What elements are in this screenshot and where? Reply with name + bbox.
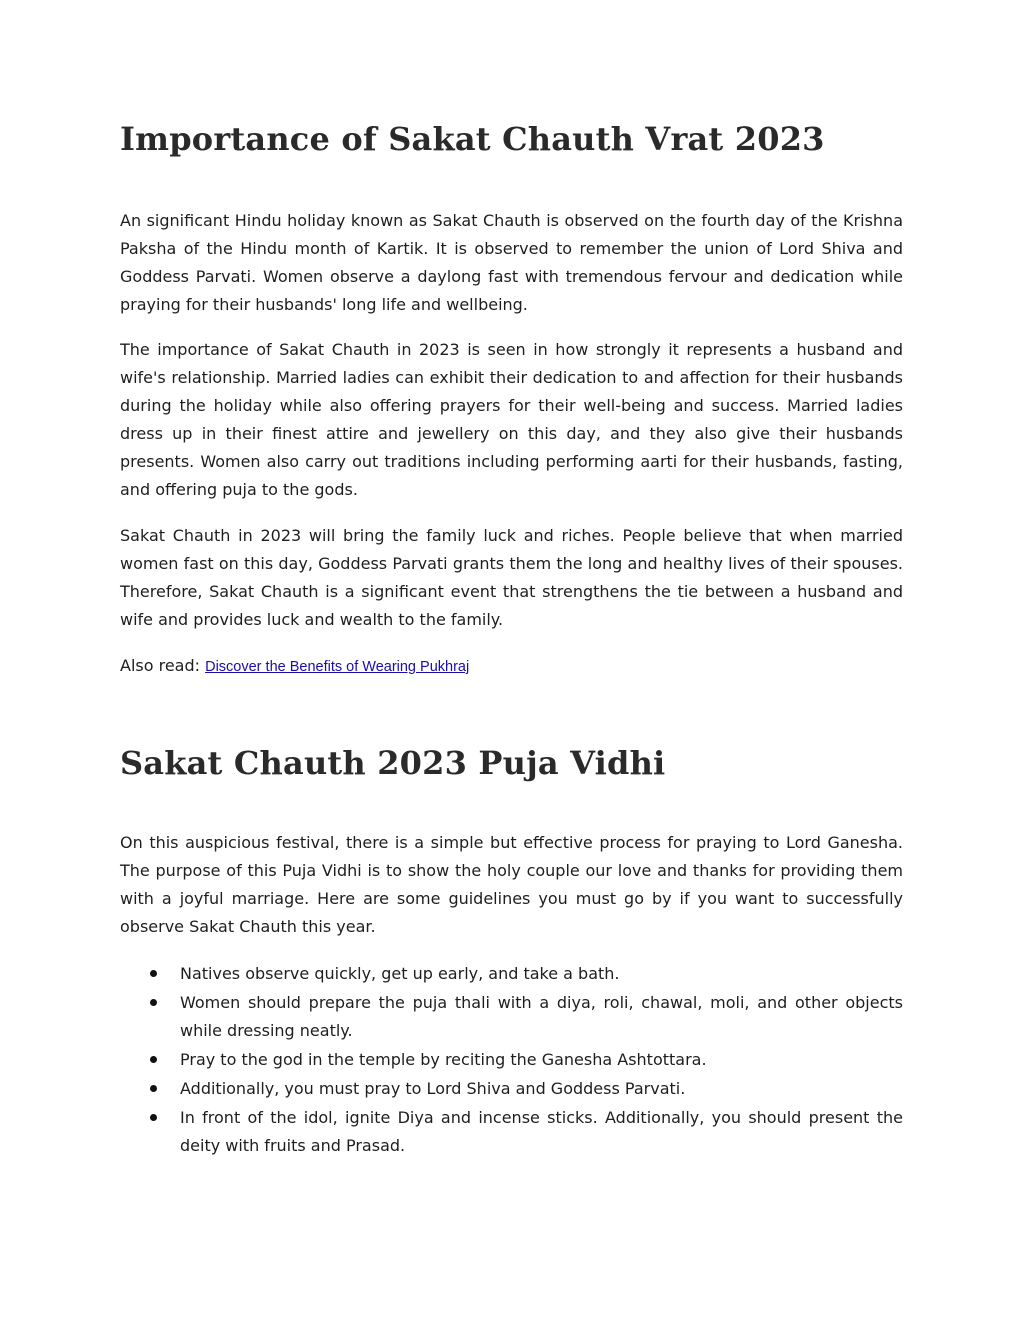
paragraph-luck: Sakat Chauth in 2023 will bring the family luck and riches. People believe that when married women fast on this day, Goddess Parvati grants them the long and healthy lives of their spouses. Therefore, Sakat Chauth is a significant event that strengthens the tie between a husband and wife and provides luck and wealth to the family. — [120, 526, 903, 629]
paragraph-importance: The importance of Sakat Chauth in 2023 is seen in how strongly it represents a husband and wife's relationship. Married ladies can exhibit their dedication to and affection for their husbands during the holiday while also offering prayers for their well-being and success. Married ladies dress up in their finest attire and jewellery on this day, and they also give their husbands presents. Women also carry out traditions including performing aarti for their husbands, fasting, and offering puja to the gods. — [120, 340, 903, 499]
list-item-text: In front of the idol, ignite Diya and incense sticks. Additionally, you should present the deity with fruits and Prasad. — [180, 1108, 903, 1155]
also-read-link[interactable]: Discover the Benefits of Wearing Pukhraj — [205, 659, 470, 675]
bullet-icon — [150, 970, 157, 977]
bullet-icon — [150, 1056, 157, 1063]
bullet-icon — [150, 1085, 157, 1092]
list-item — [150, 989, 903, 1045]
list-item — [150, 1104, 903, 1160]
list-item-text: Natives observe quickly, get up early, and take a bath. — [180, 964, 620, 983]
list-item — [150, 1075, 903, 1103]
section-title-importance: Importance of Sakat Chauth Vrat 2023 — [120, 120, 825, 158]
also-read-line — [120, 652, 903, 681]
puja-steps-list — [150, 960, 903, 1161]
list-item-text: Pray to the god in the temple by reciting the Ganesha Ashtottara. — [180, 1050, 707, 1069]
also-read-label: Also read: — [120, 656, 206, 675]
bullet-icon — [150, 1114, 157, 1121]
bullet-icon — [150, 999, 157, 1006]
section-title-puja-vidhi: Sakat Chauth 2023 Puja Vidhi — [120, 744, 666, 782]
paragraph-puja-intro: On this auspicious festival, there is a simple but effective process for praying to Lord Ganesha. The purpose of this Puja Vidhi is to show the holy couple our love and thanks for providing them with a joyful marriage. Here are some guidelines you must go by if you want to successfully observe Sakat Chauth this year. — [120, 833, 903, 936]
list-item-text: Women should prepare the puja thali with a diya, roli, chawal, moli, and other objects while dressing neatly. — [180, 993, 903, 1040]
paragraph-intro: An significant Hindu holiday known as Sakat Chauth is observed on the fourth day of the Krishna Paksha of the Hindu month of Kartik. It is observed to remember the union of Lord Shiva and Goddess Parvati. Women observe a daylong fast with tremendous fervour and dedication while praying for their husbands' long life and wellbeing. — [120, 211, 903, 314]
list-item — [150, 960, 903, 988]
list-item — [150, 1046, 903, 1074]
list-item-text: Additionally, you must pray to Lord Shiva and Goddess Parvati. — [180, 1079, 686, 1098]
